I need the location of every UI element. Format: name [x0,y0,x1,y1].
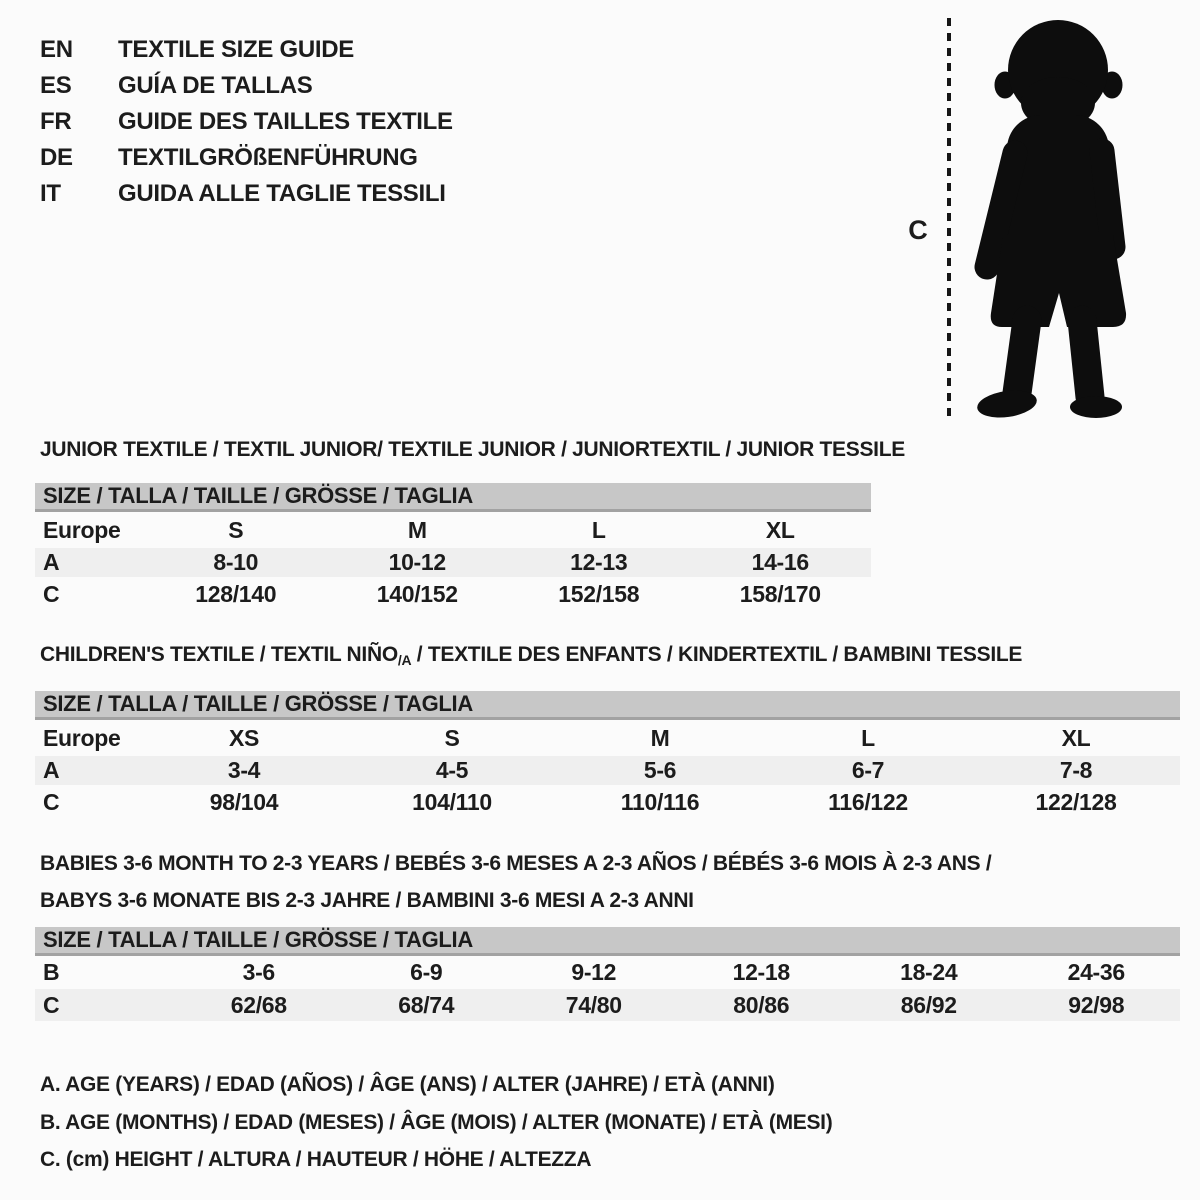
children-title-rest: / TEXTILE DES ENFANTS / KINDERTEXTIL / BAMBINI TESSILE [411,643,1023,666]
lang-title: TEXTILE SIZE GUIDE [118,36,354,63]
height-cell: 86/92 [900,991,957,1018]
row-label: C [43,788,60,815]
children-title-main: CHILDREN'S TEXTILE / TEXTIL NIÑO [40,643,398,666]
lang-title: GUIDA ALLE TAGLIE TESSILI [118,180,446,207]
age-cell: 9-12 [571,959,617,985]
row-label: Europe [43,516,121,543]
table-row [35,511,871,549]
size-header-row [35,691,1180,719]
table-row [35,756,1180,785]
babies-title-line1: BABIES 3-6 MONTH TO 2-3 YEARS / BEBÉS 3-6 MESES A 2-3 AÑOS / BÉBÉS 3-6 MOIS À 2-3 ANS / [40,852,992,875]
size-cell: XL [765,516,795,543]
height-measure-label: C [908,215,928,245]
height-cell: 74/80 [565,991,622,1018]
row-label: A [43,757,60,783]
table-row [35,989,1180,1021]
height-cell: 128/140 [195,580,277,607]
age-cell: 7-8 [1059,757,1093,783]
footnote-a: A. AGE (YEARS) / EDAD (AÑOS) / ÂGE (ANS) / ALTER (JAHRE) / ETÀ (ANNI) [40,1073,775,1096]
age-cell: 10-12 [388,549,446,575]
babies-title-line2: BABYS 3-6 MONATE BIS 2-3 JAHRE / BAMBINI 3-6 MESI A 2-3 ANNI [40,889,694,912]
age-cell: 12-18 [732,959,790,985]
age-cell: 8-10 [213,549,259,575]
size-header-cell: SIZE / TALLA / TAILLE / GRÖSSE / TAGLIA [35,691,1180,719]
age-cell: 18-24 [900,959,958,985]
table-row [35,719,1180,757]
height-cell: 98/104 [209,788,279,815]
row-label: B [43,959,60,985]
age-cell: 3-4 [227,757,261,783]
size-header-row [35,483,871,511]
lang-code: ES [40,72,72,99]
height-cell: 110/116 [620,788,700,815]
junior-section-title: JUNIOR TEXTILE / TEXTIL JUNIOR/ TEXTILE JUNIOR / JUNIORTEXTIL / JUNIOR TESSILE [40,438,905,461]
lang-code: IT [40,180,61,207]
height-measure-dashed-line [947,18,951,418]
age-cell: 6-9 [410,959,443,985]
size-header-cell: SIZE / TALLA / TAILLE / GRÖSSE / TAGLIA [35,927,1180,955]
lang-row-it [40,176,453,212]
footnotes [40,1066,832,1179]
age-cell: 5-6 [643,757,677,783]
lang-title: GUIDE DES TAILLES TEXTILE [118,108,453,135]
children-title-subscript: /A [397,652,412,668]
lang-row-en [40,32,453,68]
babies-size-table [35,927,1180,1021]
height-cell: 152/158 [558,580,640,607]
row-label: A [43,549,60,575]
footnote-c: C. (cm) HEIGHT / ALTURA / HAUTEUR / HÖHE / ALTEZZA [40,1148,592,1171]
size-cell: S [444,724,460,751]
size-cell: S [228,516,244,543]
lang-row-es [40,68,453,104]
age-cell: 4-5 [435,757,469,783]
size-cell: XL [1061,724,1091,751]
size-cell: M [407,516,427,543]
table-row [35,577,871,611]
age-cell: 12-13 [570,549,628,575]
height-cell: 140/152 [376,580,458,607]
size-cell: L [591,516,606,543]
row-label: C [43,991,60,1018]
size-cell: L [861,724,875,751]
age-cell: 3-6 [242,959,275,985]
toddler-silhouette-icon [963,15,1138,420]
lang-row-de [40,140,453,176]
footnote-b: B. AGE (MONTHS) / EDAD (MESES) / ÂGE (MOIS) / ALTER (MONATE) / ETÀ (MESI) [40,1110,833,1134]
lang-code: DE [40,144,73,171]
children-size-table [35,691,1180,819]
age-cell: 6-7 [851,757,885,783]
table-row [35,548,871,577]
table-row [35,785,1180,819]
size-cell: XS [228,724,260,751]
age-cell: 24-36 [1067,959,1125,985]
size-cell: M [650,724,670,751]
language-title-block [40,32,453,212]
height-cell: 104/110 [412,788,492,815]
lang-code: EN [40,36,73,63]
size-header-row [35,927,1180,955]
height-cell: 62/68 [230,991,287,1018]
table-row [35,955,1180,990]
lang-row-fr [40,104,453,140]
size-header-cell: SIZE / TALLA / TAILLE / GRÖSSE / TAGLIA [35,483,871,511]
height-cell: 80/86 [733,991,790,1018]
height-cell: 158/170 [739,580,821,607]
height-cell: 92/98 [1068,991,1125,1018]
lang-title: GUÍA DE TALLAS [118,72,313,99]
height-cell: 116/122 [828,788,908,815]
babies-section-title [40,845,991,919]
height-cell: 122/128 [1035,788,1117,815]
lang-title: TEXTILGRÖßENFÜHRUNG [118,144,418,171]
row-label: Europe [43,724,121,751]
row-label: C [43,580,60,607]
junior-size-table [35,483,871,611]
height-cell: 68/74 [398,991,455,1018]
lang-code: FR [40,108,72,135]
age-cell: 14-16 [751,549,809,575]
children-section-title [40,643,1022,668]
